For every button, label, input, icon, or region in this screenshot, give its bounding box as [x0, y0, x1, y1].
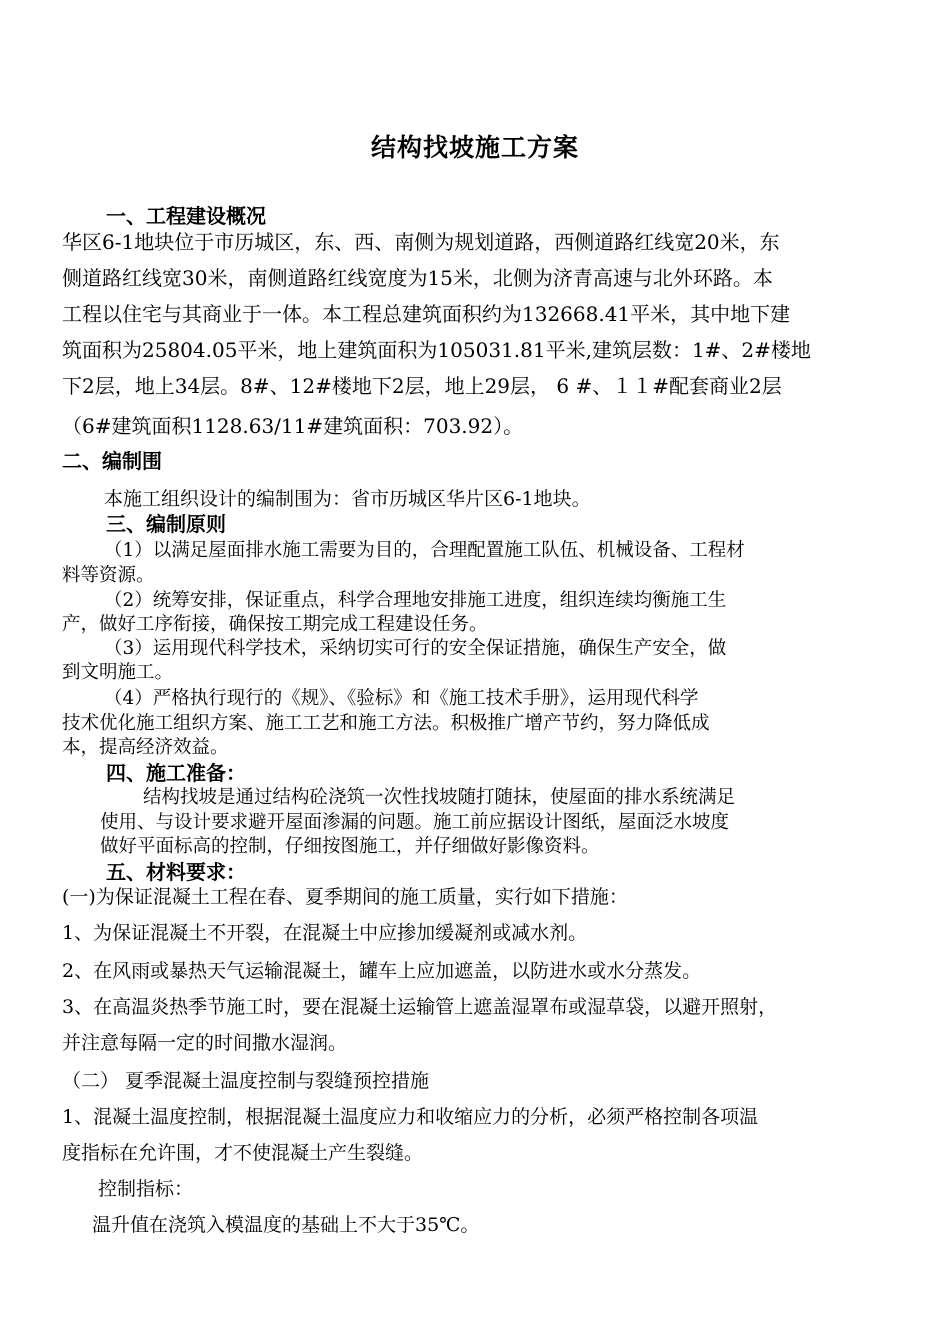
overview-line-2: 侧道路红线宽30米，南侧道路红线宽度为15米，北侧为济青高速与北外环路。本 — [62, 266, 773, 290]
materials-line-9: 控制指标： — [98, 1178, 194, 1200]
preparation-line-2: 使用、与设计要求避开屋面渗漏的问题。施工前应据设计图纸，屋面泛水坡度 — [100, 812, 730, 833]
principles-line-1: （1）以满足屋面排水施工需要为目的，合理配置施工队伍、机械设备、工程材 — [104, 540, 745, 561]
section-heading-scope: 二、编制围 — [62, 449, 162, 473]
section-heading-preparation: 四、施工准备： — [106, 761, 246, 785]
materials-line-5: 并注意每隔一定的时间撒水湿润。 — [62, 1032, 348, 1054]
overview-line-3: 工程以住宅与其商业于一体。本工程总建筑面积约为132668.41平米，其中地下建 — [62, 302, 791, 326]
preparation-line-1: 结构找坡是通过结构砼浇筑一次性找坡随打随抹，使屋面的排水系统满足 — [143, 787, 736, 808]
principles-line-6: 到文明施工。 — [62, 662, 174, 683]
principles-line-3: （2）统筹安排，保证重点，科学合理地安排施工进度，组织连续均衡施工生 — [104, 590, 727, 611]
overview-line-1: 华区6-1地块位于市历城区，东、西、南侧为规划道路，西侧道路红线宽20米，东 — [62, 230, 780, 254]
materials-line-1: (一)为保证混凝土工程在春、夏季期间的施工质量，实行如下措施： — [62, 886, 628, 908]
overview-line-4: 筑面积为25804.05平米，地上建筑面积为105031.81平米,建筑层数：1#、2#楼地 — [62, 338, 811, 362]
materials-line-8: 度指标在允许围，才不使混凝土产生裂缝。 — [62, 1142, 424, 1164]
overview-line-5: 下2层，地上34层。8#、12#楼地下2层，地上29层， 6 #、１１#配套商业2层 — [62, 374, 782, 398]
section-heading-materials: 五、材料要求： — [106, 860, 246, 884]
materials-line-6: （二） 夏季混凝土温度控制与裂缝预控措施 — [62, 1070, 430, 1092]
materials-line-10: 温升值在浇筑入模温度的基础上不大于35℃。 — [92, 1214, 480, 1236]
principles-line-5: （3）运用现代科学技术，采纳切实可行的安全保证措施，确保生产安全，做 — [104, 638, 727, 659]
section-heading-overview: 一、工程建设概况 — [106, 204, 266, 228]
principles-line-8: 技术优化施工组织方案、施工工艺和施工方法。积极推广增产节约，努力降低成 — [62, 713, 710, 734]
materials-line-4: 3、在高温炎热季节施工时，要在混凝土运输管上遮盖湿罩布或湿草袋，以避开照射， — [62, 996, 778, 1018]
materials-line-7: 1、混凝土温度控制，根据混凝土温度应力和收缩应力的分析，必须严格控制各项温 — [62, 1106, 759, 1128]
scope-line-1: 本施工组织设计的编制围为：省市历城区华片区6-1地块。 — [104, 488, 591, 510]
section-heading-principles: 三、编制原则 — [106, 512, 226, 536]
document-title: 结构找坡施工方案 — [370, 133, 579, 162]
principles-line-9: 本，提高经济效益。 — [62, 737, 229, 758]
materials-line-3: 2、在风雨或暴热天气运输混凝土，罐车上应加遮盖，以防进水或水分蒸发。 — [62, 960, 702, 982]
materials-line-2: 1、为保证混凝土不开裂，在混凝土中应掺加缓凝剂或减水剂。 — [62, 922, 588, 944]
principles-line-4: 产，做好工序衔接，确保按工期完成工程建设任务。 — [62, 614, 488, 635]
preparation-line-3: 做好平面标高的控制，仔细按图施工，并仔细做好影像资料。 — [100, 836, 600, 857]
overview-line-6: （6#建筑面积1128.63/11#建筑面积：703.92）。 — [62, 414, 524, 438]
principles-line-7: （4）严格执行现行的《规》、《验标》和《施工技术手册》，运用现代科学 — [104, 688, 699, 709]
principles-line-2: 料等资源。 — [62, 565, 155, 586]
